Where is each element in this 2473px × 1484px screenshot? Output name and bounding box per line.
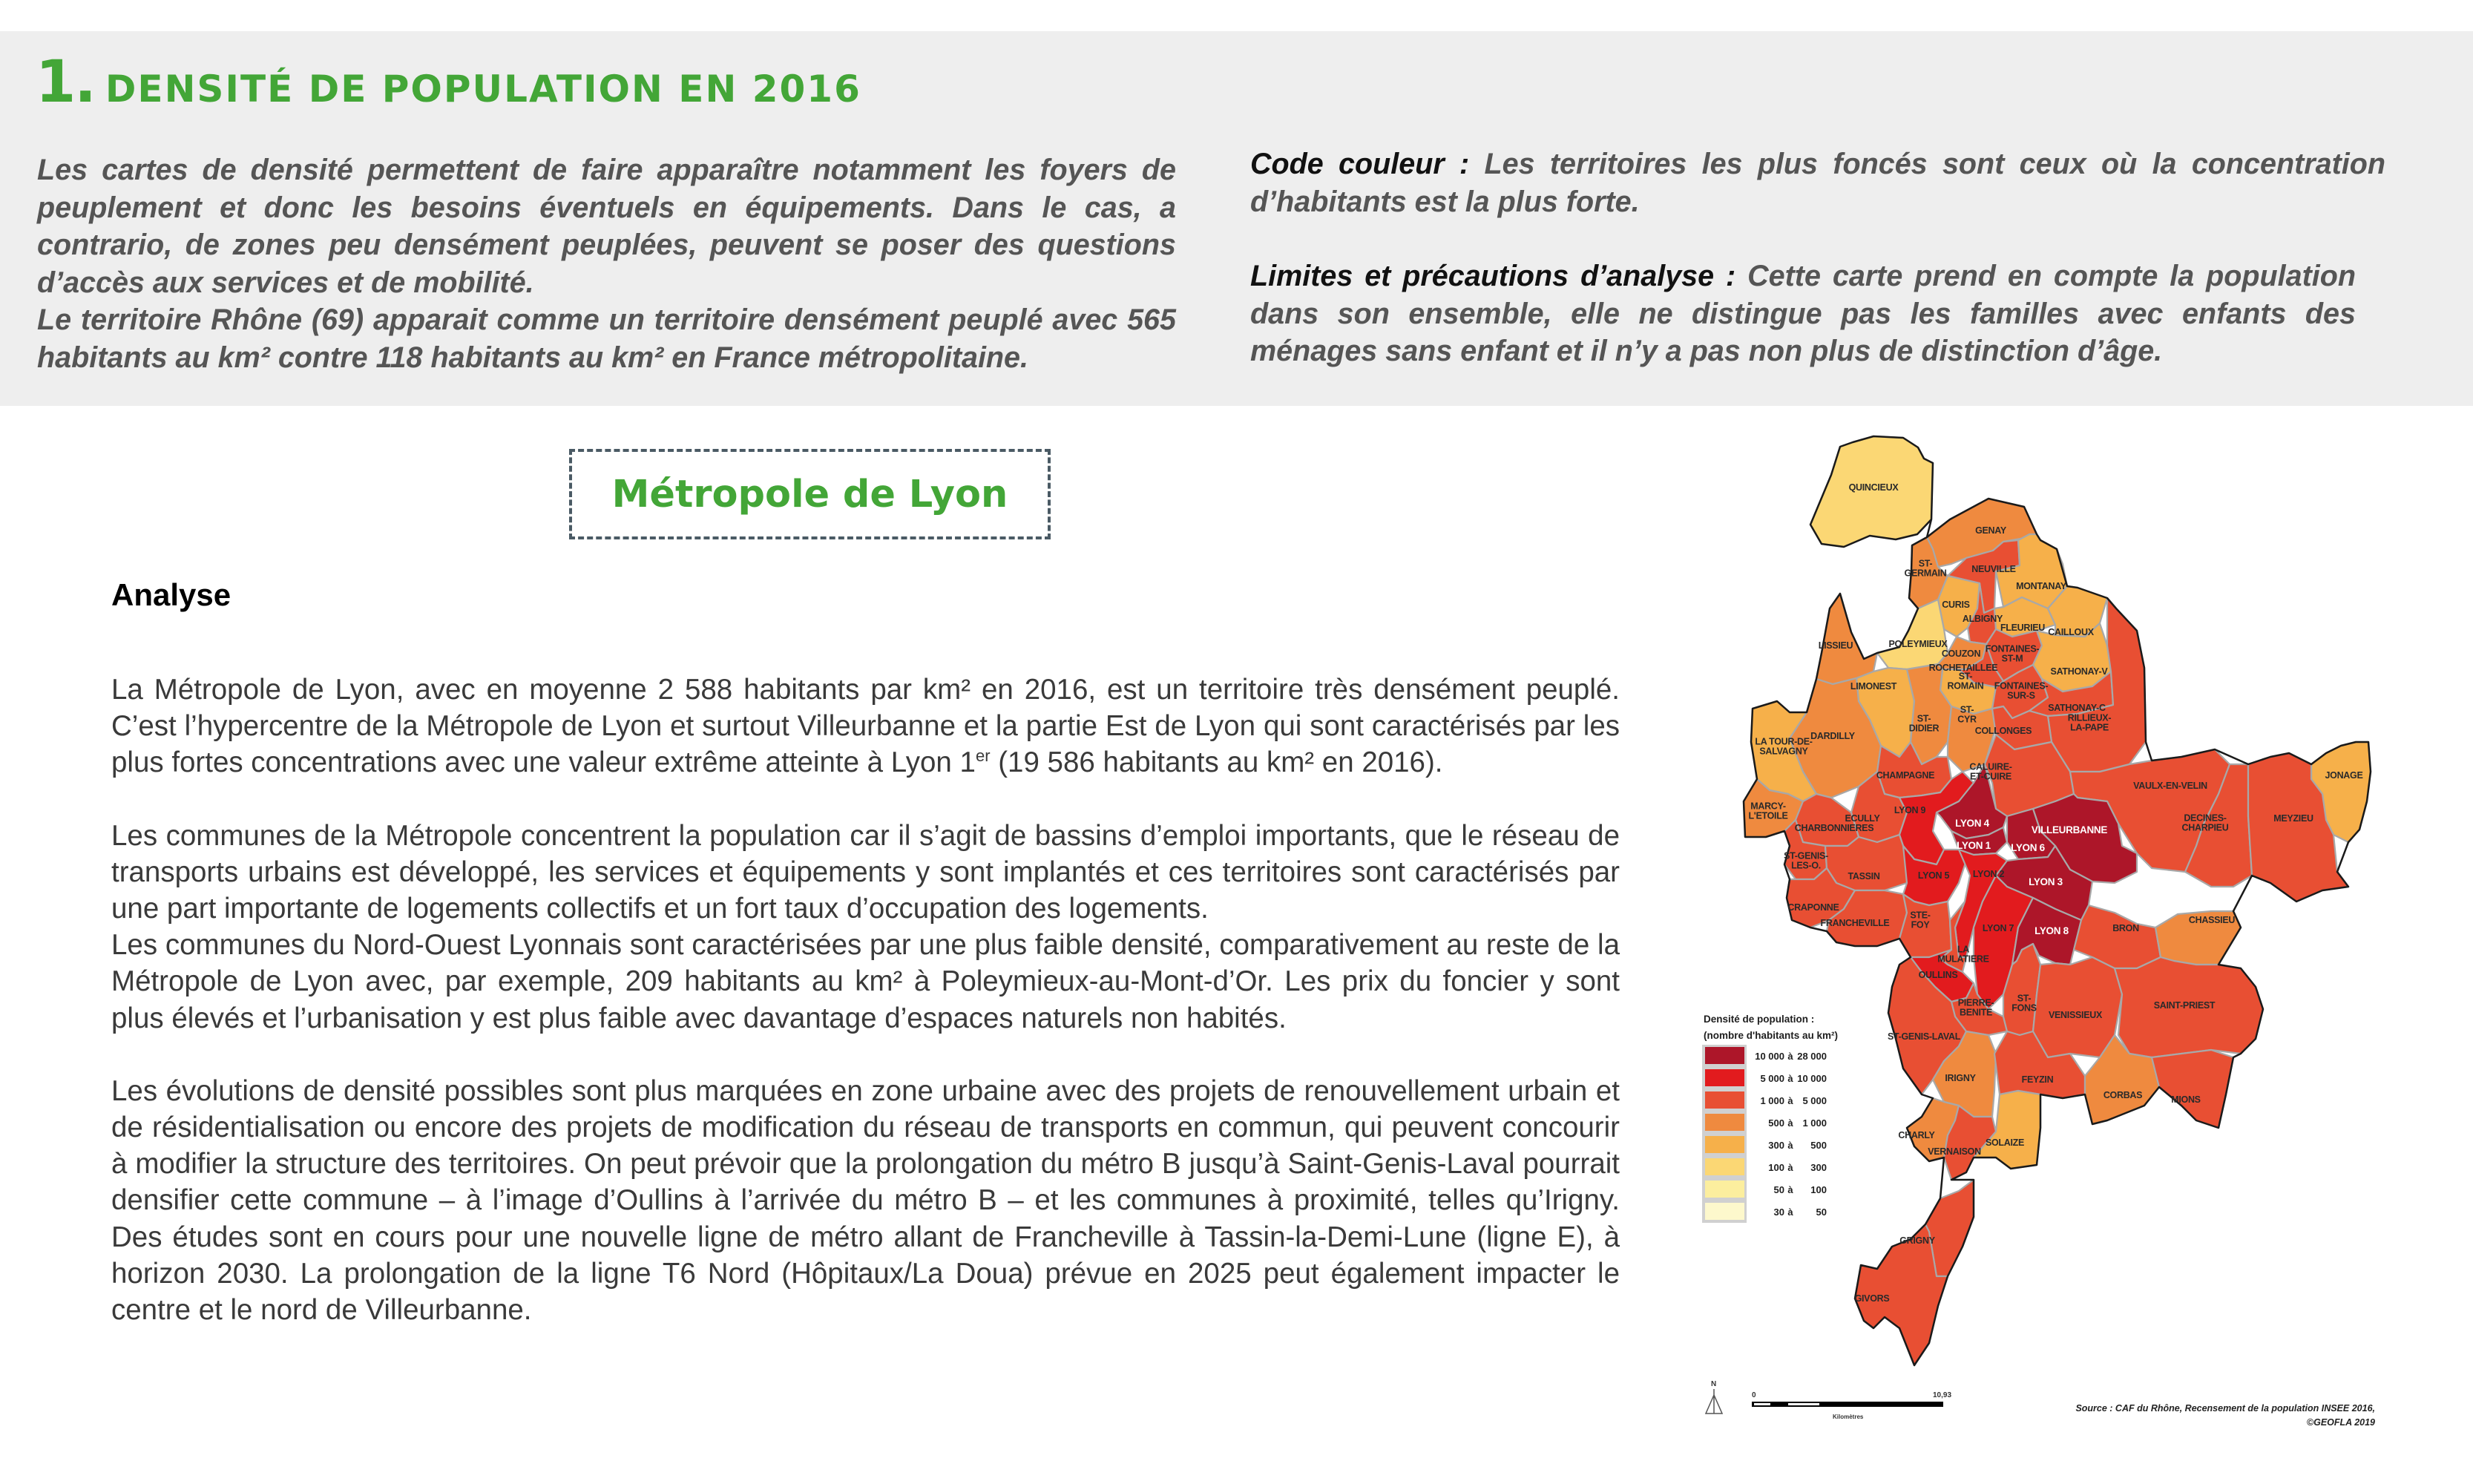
- legend-swatch: [1705, 1114, 1744, 1131]
- legend-swatch: [1705, 1091, 1744, 1109]
- commune-label: OULLINS: [1918, 970, 1958, 980]
- commune-label: SATHONAY-V: [2050, 666, 2108, 677]
- legend-to: 10 000: [1797, 1073, 1827, 1084]
- section-number: 1.: [36, 49, 95, 116]
- commune-label: BRON: [2112, 923, 2139, 933]
- commune-label: LYON 2: [1972, 869, 2005, 879]
- commune-label: LYON 8: [2034, 925, 2069, 936]
- commune-label: COUZON: [1941, 649, 1981, 659]
- commune-label: LA TOUR-DE-SALVAGNY: [1755, 736, 1813, 757]
- commune-label: MARCY-L'ETOILE: [1748, 801, 1788, 821]
- scale-bar-segment: [1754, 1403, 1770, 1405]
- commune-label: ST-DIDIER: [1908, 713, 1940, 734]
- commune-label: ST-FONS: [2011, 993, 2037, 1014]
- scale-bar: [1752, 1391, 1951, 1420]
- commune-label: LYON 6: [2011, 842, 2045, 853]
- commune-label: CURIS: [1942, 600, 1970, 610]
- intro-paragraph: Les cartes de densité permettent de faire apparaître notamment les foyers de peuplement et donc les besoins éventuels en équipements. Dans le cas, a contrario, de zones peu densément peuplées, peuvent se poser des questions d’accès aux services et de mobilité.: [37, 154, 1176, 299]
- legend-from: 10 000: [1755, 1051, 1784, 1062]
- commune-label: CHARBONNIERES: [1794, 823, 1874, 833]
- legend-title: Densité de population :: [1704, 1014, 1815, 1025]
- commune-label: IRIGNY: [1945, 1073, 1976, 1083]
- commune-label: FEYZIN: [2021, 1074, 2054, 1085]
- analysis-paragraph-4: Les évolutions de densité possibles sont plus marquées en zone urbaine avec des projets de renouvellement urbain et de résidentialisation ou encore des projets de modification du réseau de transports en commun, qui peuvent concourir à modifier la structure des territoires. On peut prévoir que la prolongation du métro B jusqu’à Saint-Genis-Laval pourrait densifier cette commune – à l’image d’Oullins à l’arrivée du métro B – et les communes à proximité, telles qu’Irigny. Des études sont en cours pour une nouvelle ligne de métro allant de Francheville à Tassin-la-Demi-Lune (ligne E), à horizon 2030. La prolongation de la ligne T6 Nord (Hôpitaux/La Doua) prévue en 2025 peut également impacter le centre et le nord de Villeurbanne.: [111, 1074, 1620, 1327]
- legend-from: 100: [1768, 1162, 1784, 1173]
- analysis-paragraph-2: Les communes de la Métropole concentrent la population car il s’agit de bassins d’emploi importants, que le réseau de transports urbains est développé, les services et équipements y sont implantés et ces territoires sont caractérisés par une part importante de logements collectifs et un fort taux d’occupation des logements.: [111, 819, 1620, 925]
- commune-label: ROCHETAILLEE: [1928, 663, 1998, 673]
- limits-label: Limites et précautions d’analyse :: [1250, 260, 1736, 293]
- legend-separator: à: [1787, 1140, 1793, 1151]
- commune-label: MEYZIEU: [2273, 813, 2313, 824]
- scale-unit: Kilomètres: [1833, 1414, 1864, 1420]
- commune-label: JONAGE: [2325, 770, 2363, 781]
- commune-label: VERNAISON: [1928, 1146, 1981, 1157]
- commune-label: CORBAS: [2103, 1090, 2143, 1100]
- commune-label: LYON 7: [1982, 923, 2014, 933]
- legend-separator: à: [1787, 1117, 1793, 1129]
- legend-separator: à: [1787, 1162, 1793, 1173]
- intro-paragraph: Le territoire Rhône (69) apparait comme un territoire densément peuplé avec 565 habitants au km² contre 118 habitants au km² en France métropolitaine.: [37, 303, 1176, 374]
- limits-text: Cette carte prend en compte la population dans son ensemble, elle ne distingue pas les familles avec enfants des ménages sans enfant et il n’y a pas non plus de distinction d’âge.: [1250, 260, 2356, 368]
- legend-to: 5 000: [1802, 1095, 1827, 1106]
- commune-label: SOLAIZE: [1985, 1137, 2025, 1148]
- scale-bar-track: [1752, 1402, 1943, 1407]
- legend-swatch: [1705, 1047, 1744, 1064]
- scale-start: 0: [1752, 1391, 1756, 1399]
- analysis-paragraph-3: Les communes du Nord-Ouest Lyonnais sont caractérisées par une plus faible densité, comparativement au reste de la Métropole de Lyon avec, par exemple, 209 habitants au km² à Poleymieux-au-Mont-d’Or. Les prix du foncier y sont plus élevés et l’urbanisation y est plus faible avec davantage d’espaces naturels non habités.: [111, 929, 1620, 1034]
- commune-label: QUINCIEUX: [1848, 482, 1899, 493]
- commune-label: SATHONAY-C: [2048, 703, 2106, 713]
- commune-label: MONTANAY: [2016, 581, 2066, 591]
- commune-label: CALUIRE-ET-CUIRE: [1969, 761, 2012, 782]
- legend-separator: à: [1787, 1051, 1793, 1062]
- commune-label: VAULX-EN-VELIN: [2133, 781, 2207, 791]
- commune-label: CHASSIEU: [2188, 915, 2236, 925]
- legend-from: 300: [1768, 1140, 1784, 1151]
- commune-label: ST-GENIS-LAVAL: [1887, 1031, 1961, 1042]
- commune-label: LYON 1: [1957, 840, 1991, 851]
- legend-from: 1 000: [1760, 1095, 1784, 1106]
- map-legend: [1702, 1014, 1838, 1223]
- commune-label: ST-GENIS-LES-O.: [1784, 850, 1828, 871]
- commune-label: ST-GERMAIN: [1904, 558, 1947, 579]
- commune-label: GIVORS: [1854, 1293, 1890, 1304]
- legend-to: 100: [1810, 1184, 1827, 1195]
- commune-label: MIONS: [2171, 1094, 2201, 1105]
- commune-label: LIMONEST: [1850, 681, 1897, 692]
- legend-from: 500: [1768, 1117, 1784, 1129]
- commune-label: VENISSIEUX: [2048, 1010, 2103, 1020]
- commune-label: CHARLY: [1898, 1130, 1935, 1140]
- color-code-label: Code couleur :: [1250, 148, 1470, 180]
- commune-lissieu: [1816, 594, 1877, 684]
- section-title-text: DENSITÉ DE POPULATION EN 2016: [105, 68, 861, 111]
- commune-label: NEUVILLE: [1971, 564, 2016, 574]
- commune-label: ECULLY: [1845, 813, 1880, 824]
- analysis-text: (19 586 habitants au km² en 2016).: [990, 746, 1443, 779]
- legend-from: 30: [1773, 1206, 1784, 1218]
- commune-label: GENAY: [1975, 525, 2006, 536]
- scale-bar-segment: [1788, 1403, 1819, 1405]
- commune-label: CHAMPAGNE: [1876, 770, 1935, 781]
- commune-label: LA MULATIERE: [1937, 944, 1989, 965]
- legend-separator: à: [1787, 1073, 1793, 1084]
- north-arrow-icon: [1706, 1389, 1722, 1414]
- map-source: Source : CAF du Rhône, Recensement de la population INSEE 2016,: [2075, 1403, 2375, 1414]
- commune-label: LISSIEU: [1818, 640, 1853, 651]
- commune-label: DARDILLY: [1810, 731, 1855, 741]
- commune-label: GRIGNY: [1899, 1235, 1935, 1246]
- commune-label: DECINES-CHARPIEU: [2181, 812, 2229, 833]
- commune-label: LYON 9: [1894, 805, 1926, 815]
- analysis-text: La Métropole de Lyon, avec en moyenne 2 588 habitants par km² en 2016, est un territoire très densément peuplé. C’est l’hypercentre de la Métropole de Lyon et surtout Villeurbanne et la partie Est de Lyon qui sont caractérisés par les plus fortes concentrations avec une valeur extrême atteinte à Lyon 1: [111, 674, 1620, 779]
- commune-label: FRANCHEVILLE: [1820, 918, 1890, 928]
- commune-label: STE-FOY: [1910, 910, 1931, 930]
- legend-to: 300: [1810, 1162, 1827, 1173]
- commune-label: ST-CYR: [1957, 704, 1977, 725]
- legend-swatch: [1705, 1069, 1744, 1086]
- legend-separator: à: [1787, 1184, 1793, 1195]
- commune-label: FONTAINES-ST-M: [1985, 643, 2040, 664]
- north-arrow-letter: N: [1711, 1380, 1717, 1388]
- legend-separator: à: [1787, 1095, 1793, 1106]
- commune-label: COLLONGES: [1974, 726, 2032, 736]
- north-arrow: [1706, 1380, 1722, 1414]
- commune-venissieux: [2033, 957, 2122, 1057]
- legend-to: 50: [1816, 1206, 1827, 1218]
- legend-from: 5 000: [1760, 1073, 1784, 1084]
- legend-swatch: [1705, 1203, 1744, 1220]
- legend-to: 1 000: [1802, 1117, 1827, 1129]
- legend-separator: à: [1787, 1206, 1793, 1218]
- commune-label: SAINT-PRIEST: [2153, 1000, 2216, 1011]
- legend-swatch: [1705, 1181, 1744, 1198]
- commune-label: ALBIGNY: [1962, 614, 2003, 624]
- commune-label: POLEYMIEUX: [1888, 639, 1948, 649]
- legend-swatch: [1705, 1136, 1744, 1153]
- superscript: er: [975, 746, 991, 766]
- commune-label: ST-ROMAIN: [1947, 671, 1984, 692]
- map-source-copyright: ©GEOFLA 2019: [2306, 1417, 2375, 1428]
- legend-to: 28 000: [1797, 1051, 1827, 1062]
- commune-poleymieux: [1877, 600, 1948, 669]
- commune-label: LYON 4: [1955, 818, 1989, 829]
- commune-label: FONTAINES-SUR-S: [1994, 680, 2049, 701]
- commune-label: LYON 3: [2029, 876, 2063, 887]
- legend-from: 50: [1773, 1184, 1784, 1195]
- commune-label: CRAPONNE: [1787, 902, 1839, 913]
- analysis-heading: Analyse: [111, 577, 231, 612]
- commune-label: PIERRE-BENITE: [1957, 997, 1994, 1018]
- commune-label: RILLIEUX-LA-PAPE: [2067, 712, 2112, 733]
- territory-label: Métropole de Lyon: [611, 472, 1008, 516]
- commune-label: TASSIN: [1848, 871, 1880, 881]
- legend-to: 500: [1810, 1140, 1827, 1151]
- commune-label: LYON 5: [1917, 870, 1950, 881]
- color-code-text: Les territoires les plus foncés sont ceux où la concentration d’habitants est la plus forte.: [1250, 148, 2385, 218]
- commune-label: VILLEURBANNE: [2031, 824, 2108, 835]
- legend-swatch: [1705, 1158, 1744, 1175]
- scale-end: 10,93: [1933, 1391, 1952, 1399]
- communes-layer: [1744, 436, 2371, 1365]
- legend-subtitle: (nombre d'habitants au km²): [1704, 1030, 1838, 1041]
- legend-rows: [1702, 1045, 1827, 1223]
- commune-label: CAILLOUX: [2048, 627, 2094, 637]
- commune-label: FLEURIEU: [2000, 623, 2046, 633]
